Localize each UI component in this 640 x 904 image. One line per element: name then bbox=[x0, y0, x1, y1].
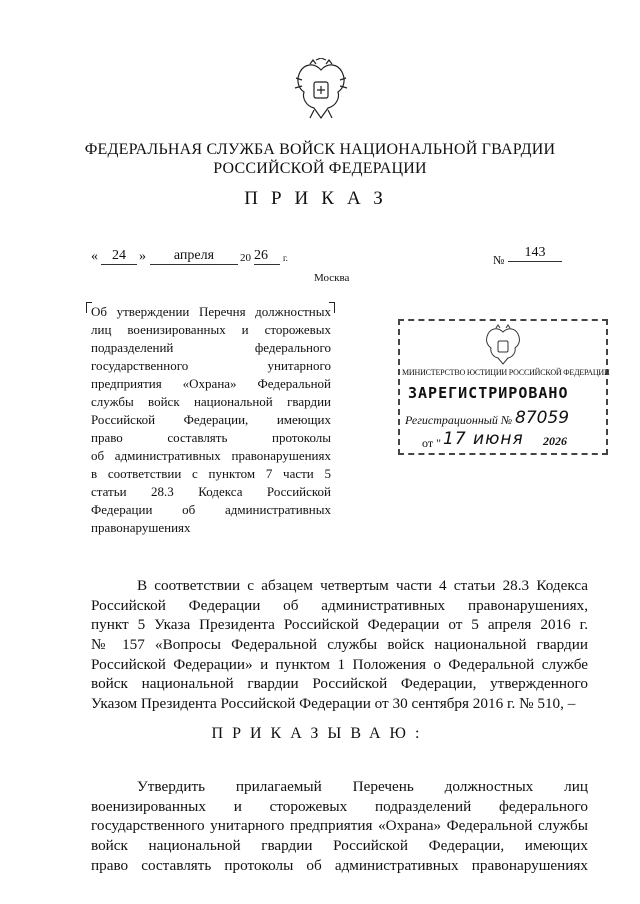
paragraph-line: В соответствии с абзацем четвертым части 4 статьи 28.3 Кодекса bbox=[137, 577, 588, 594]
paragraph-line: Утвердить прилагаемый Перечень должностных лиц bbox=[137, 778, 588, 795]
subject-line: статьи 28.3 Кодекса Российской bbox=[91, 484, 331, 499]
date-year-prefix: 20 bbox=[240, 252, 251, 264]
subject-block bbox=[91, 303, 331, 537]
paragraph-line: Российской Федерации об административных правонарушениях, bbox=[91, 596, 588, 614]
subject-line: службы войск национальной гвардии bbox=[91, 394, 331, 409]
agency-name-line2: РОССИЙСКОЙ ФЕДЕРАЦИИ bbox=[213, 160, 427, 177]
subject-line: в соответствии с пунктом 7 части 5 bbox=[91, 466, 331, 481]
stamp-ministry-name: МИНИСТЕРСТВО ЮСТИЦИИ РОССИЙСКОЙ ФЕДЕРАЦИИ bbox=[402, 368, 610, 377]
paragraph-line: № 157 «Вопросы Федеральной службы войск национальной гвардии bbox=[91, 636, 588, 654]
order-number-label: № bbox=[493, 253, 505, 267]
paragraph-line: Указом Президента Российской Федерации от 30 сентября 2016 г. № 510, – bbox=[91, 695, 576, 713]
document-title: ПРИКАЗ bbox=[244, 188, 396, 209]
paragraph-line: войск национальной гвардии Российской Федерации, утвержденного bbox=[91, 675, 588, 693]
order-number: 143 bbox=[508, 245, 562, 262]
stamp-reg-number: 87059 bbox=[515, 408, 570, 428]
paragraph-line: пункт 5 Указа Президента Российской Федерации от 5 апреля 2016 г. bbox=[91, 616, 588, 634]
state-emblem-icon bbox=[292, 58, 350, 124]
date-year-mark: г. bbox=[283, 253, 288, 263]
paragraph-line: право составлять протоколы об административных правонарушениях bbox=[91, 856, 588, 874]
decree-word: ПРИКАЗЫВАЮ: bbox=[211, 725, 429, 742]
subject-line: Российской Федерации, имеющих bbox=[91, 412, 331, 427]
subject-line: лиц военизированных и сторожевых bbox=[91, 322, 331, 337]
date-day-open-quote: « bbox=[91, 249, 98, 264]
subject-line: право составлять протоколы bbox=[91, 430, 331, 445]
date-month: апреля bbox=[150, 248, 238, 265]
city: Москва bbox=[314, 272, 350, 284]
subject-line: правонарушениях bbox=[91, 520, 191, 535]
stamp-date-label: от " bbox=[422, 436, 441, 450]
paragraph-preamble bbox=[91, 576, 588, 714]
agency-name-line1: ФЕДЕРАЛЬНАЯ СЛУЖБА ВОЙСК НАЦИОНАЛЬНОЙ ГВАРДИИ bbox=[84, 141, 556, 158]
paragraph-line: Российской Федерации» и пунктом 1 Положения о Федеральной службе bbox=[91, 655, 588, 673]
paragraph-line: войск национальной гвардии Российской Федерации, имеющих bbox=[91, 837, 588, 855]
stamp-date-value: 17 июня bbox=[443, 429, 524, 449]
subject-line: предприятия «Охрана» Федеральной bbox=[91, 376, 331, 391]
stamp-reg-number-label: Регистрационный № bbox=[405, 413, 513, 427]
paragraph-line: государственного унитарного предприятия «Охрана» Федеральной службы bbox=[91, 817, 588, 835]
paragraph-line: военизированных и сторожевых подразделений федерального bbox=[91, 797, 588, 815]
stamp-registered-label: ЗАРЕГИСТРИРОВАНО bbox=[408, 384, 569, 402]
date-day-close-quote: » bbox=[139, 249, 146, 264]
paragraph-order bbox=[91, 777, 588, 875]
subject-line: государственного унитарного bbox=[91, 358, 331, 373]
stamp-emblem-icon bbox=[482, 324, 524, 366]
stamp-year: 2026 bbox=[543, 434, 567, 448]
date-day: 24 bbox=[101, 248, 137, 265]
subject-line: Федерации об административных bbox=[91, 502, 331, 517]
subject-line: подразделений федерального bbox=[91, 340, 331, 355]
subject-line: об административных правонарушениях bbox=[91, 448, 331, 463]
subject-line: Об утверждении Перечня должностных bbox=[91, 304, 331, 319]
date-year-suffix: 26 bbox=[254, 248, 280, 265]
